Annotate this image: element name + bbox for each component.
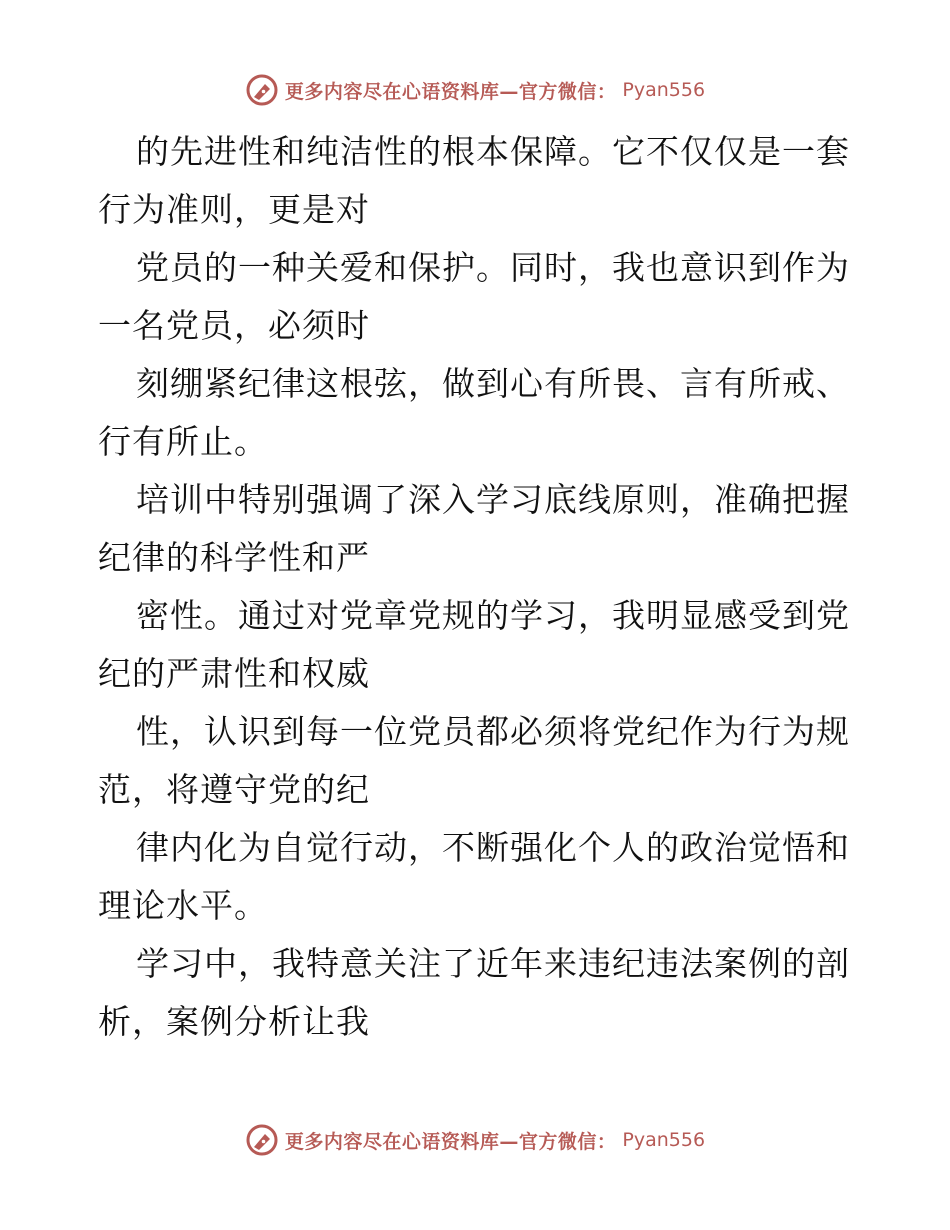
body-line: 理论水平。 (98, 886, 268, 925)
body-line: 纪律的科学性和严 (98, 538, 370, 577)
pen-nib-logo-icon (245, 73, 279, 107)
body-line: 党员的一种关爱和保护。同时，我也意识到作为 (136, 248, 850, 287)
body-line: 学习中，我特意关注了近年来违纪违法案例的剖 (136, 944, 850, 983)
body-line: 行有所止。 (98, 422, 268, 461)
banner-wechat-id: Pyan556 (622, 1129, 706, 1151)
document-body (98, 123, 858, 1051)
banner-text: 更多内容尽在心语资料库—官方微信： (284, 1130, 617, 1153)
body-line: 培训中特别强调了深入学习底线原则，准确把握 (136, 480, 850, 519)
pen-nib-logo-icon (245, 1123, 279, 1157)
footer-banner (0, 1120, 950, 1160)
body-line: 性，认识到每一位党员都必须将党纪作为行为规 (136, 712, 850, 751)
body-line: 一名党员，必须时 (98, 306, 370, 345)
body-line: 的先进性和纯洁性的根本保障。它不仅仅是一套 (136, 132, 850, 171)
banner-wechat-id: Pyan556 (622, 79, 706, 101)
body-line: 纪的严肃性和权威 (98, 654, 370, 693)
header-banner (0, 70, 950, 110)
body-line: 范，将遵守党的纪 (98, 770, 370, 809)
banner-text: 更多内容尽在心语资料库—官方微信： (284, 80, 617, 103)
body-line: 析，案例分析让我 (98, 1002, 370, 1041)
body-line: 密性。通过对党章党规的学习，我明显感受到党 (136, 596, 850, 635)
body-line: 律内化为自觉行动，不断强化个人的政治觉悟和 (136, 828, 850, 867)
body-line: 行为准则，更是对 (98, 190, 370, 229)
body-line: 刻绷紧纪律这根弦，做到心有所畏、言有所戒、 (136, 364, 850, 403)
